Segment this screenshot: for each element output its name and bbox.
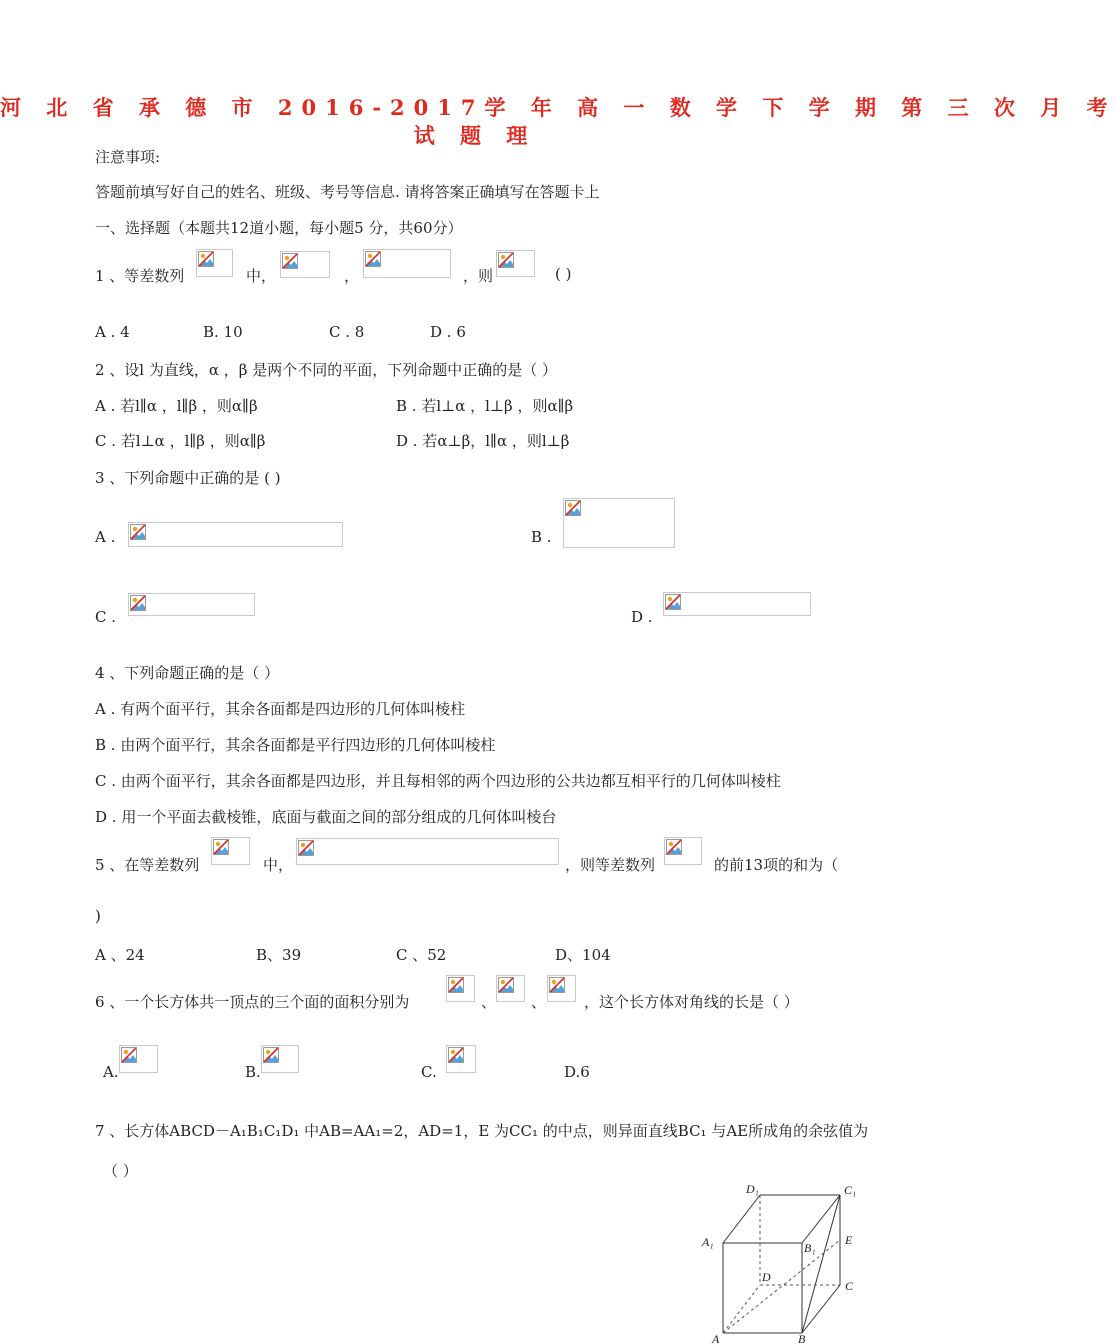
q6-separator: 、 <box>531 993 547 1011</box>
q5-option-a: A 、24 <box>95 946 145 964</box>
q5-stem-part: ，则等差数列 <box>565 856 656 874</box>
label-b: B <box>798 1332 806 1344</box>
q1-paren: ( ) <box>555 265 572 283</box>
broken-image-icon <box>213 839 229 855</box>
q4-option-c: C . 由两个面平行，其余各面都是四边形，并且每相邻的两个四边形的公共边都互相平行的几何体叫棱柱 <box>95 772 781 790</box>
q3-option-c: C . <box>95 608 117 626</box>
cuboid-figure <box>690 1180 870 1344</box>
q6-separator: 、 <box>481 993 497 1011</box>
q3-option-a-image <box>128 522 343 547</box>
q6-stem-part: ，这个长方体对角线的长是（ ） <box>584 993 799 1011</box>
q6-option-c: C. <box>421 1063 437 1081</box>
document-title-line2: 试 题 理 <box>413 123 537 148</box>
label-c1: C₁ <box>844 1183 857 1197</box>
q5-stem-part: 的前13项的和为（ <box>714 856 839 874</box>
q7-stem: 7 、长方体ABCD－A₁B₁C₁D₁ 中AB=AA₁=2，AD=1，E 为CC₁ 的中点，则异面直线BC₁ 与AE所成角的余弦值为 <box>95 1122 869 1140</box>
edge-b-c1 <box>802 1195 840 1333</box>
q5-option-c: C 、52 <box>396 946 447 964</box>
edge-a1-d1 <box>723 1195 760 1243</box>
q3-option-c-image <box>128 593 255 616</box>
broken-image-icon <box>298 840 314 856</box>
q1-option-d: D . 6 <box>430 323 466 341</box>
broken-image-icon <box>665 594 681 610</box>
notice-heading: 注意事项: <box>95 148 161 166</box>
q6-formula-image-2 <box>496 975 525 1002</box>
label-a: A <box>712 1332 720 1344</box>
q1-formula-image-3 <box>363 249 451 278</box>
q5-stem-part: 中， <box>263 856 294 874</box>
q6-option-a: A. <box>103 1063 119 1081</box>
q1-option-c: C . 8 <box>329 323 365 341</box>
q1-stem-part: ，则 <box>463 267 494 285</box>
broken-image-icon <box>448 977 464 993</box>
q4-option-d: D . 用一个平面去截棱锥，底面与截面之间的部分组成的几何体叫棱台 <box>95 808 557 826</box>
q6-stem-part: 6 、一个长方体共一顶点的三个面的面积分别为 <box>95 993 410 1011</box>
broken-image-icon <box>498 977 514 993</box>
broken-image-icon <box>282 253 298 269</box>
label-c: C <box>845 1279 854 1293</box>
q5-option-b: B、39 <box>256 946 302 964</box>
q6-formula-image-3 <box>547 975 576 1002</box>
q2-option-b: B . 若l⊥α ，l⊥β ，则α∥β <box>396 397 574 415</box>
broken-image-icon <box>130 595 146 611</box>
q2-option-c: C . 若l⊥α ，l∥β ，则α∥β <box>95 432 266 450</box>
q2-option-d: D . 若α⊥β，l∥α ，则l⊥β <box>396 432 570 450</box>
q1-formula-image-2 <box>280 251 330 278</box>
q1-stem-part: 中， <box>246 267 277 285</box>
label-b1: B₁ <box>804 1241 816 1255</box>
q2-stem: 2 、设l 为直线，α ，β 是两个不同的平面，下列命题中正确的是（ ） <box>95 361 557 379</box>
broken-image-icon <box>365 251 381 267</box>
segment-a-e <box>723 1240 840 1333</box>
broken-image-icon <box>121 1047 137 1063</box>
broken-image-icon <box>549 977 565 993</box>
q1-formula-image-4 <box>496 250 535 277</box>
q6-option-a-image <box>119 1045 158 1073</box>
broken-image-icon <box>130 524 146 540</box>
q3-option-d-image <box>663 592 811 616</box>
q1-option-b: B. 10 <box>203 323 243 341</box>
q3-option-d: D . <box>631 608 653 626</box>
q5-formula-image-2 <box>296 838 559 865</box>
notice-text: 答题前填写好自己的姓名、班级、考号等信息. 请将答案正确填写在答题卡上 <box>95 183 600 201</box>
label-d: D <box>762 1270 771 1284</box>
edge-b-c <box>802 1285 840 1333</box>
q6-formula-image-1 <box>446 975 475 1002</box>
q7-paren: （ ） <box>103 1162 138 1180</box>
broken-image-icon <box>666 839 682 855</box>
q1-stem-part: 1 、等差数列 <box>95 267 185 285</box>
q5-option-d: D、104 <box>555 946 611 964</box>
label-e: E <box>845 1233 853 1247</box>
q6-option-c-image <box>446 1045 476 1073</box>
broken-image-icon <box>565 500 581 516</box>
q1-stem-part: ， <box>344 267 360 285</box>
q5-stem-part: 5 、在等差数列 <box>95 856 200 874</box>
document-title-line1: 河 北 省 承 德 市 2016-2017学 年 高 一 数 学 下 学 期 第 三 次 月 考 <box>0 95 1117 120</box>
q5-formula-image-1 <box>211 837 250 865</box>
q3-option-b: B . <box>531 528 552 546</box>
q3-option-b-image <box>563 498 675 548</box>
edge-b1-c1 <box>802 1195 840 1243</box>
q6-option-b: B. <box>245 1063 261 1081</box>
q4-option-b: B . 由两个面平行，其余各面都是平行四边形的几何体叫棱柱 <box>95 736 496 754</box>
q5-close-paren: ) <box>95 907 101 925</box>
label-d1: D₁ <box>746 1182 759 1196</box>
q1-formula-image-1 <box>196 249 233 277</box>
q2-option-a: A . 若l∥α ，l∥β ，则α∥β <box>95 397 258 415</box>
broken-image-icon <box>198 251 214 267</box>
broken-image-icon <box>498 252 514 268</box>
broken-image-icon <box>263 1047 279 1063</box>
q5-formula-image-3 <box>664 837 702 865</box>
q1-option-a: A . 4 <box>95 323 130 341</box>
label-a1: A₁ <box>702 1235 714 1249</box>
q4-option-a: A . 有两个面平行，其余各面都是四边形的几何体叫棱柱 <box>95 700 466 718</box>
section-heading: 一、选择题（本题共12道小题，每小题5 分，共60分） <box>95 219 463 237</box>
edge-a-d <box>723 1285 760 1333</box>
q3-stem: 3 、下列命题中正确的是 ( ) <box>95 469 281 487</box>
q3-option-a: A . <box>95 528 116 546</box>
q4-stem: 4 、下列命题正确的是（ ） <box>95 664 280 682</box>
broken-image-icon <box>448 1047 464 1063</box>
q6-option-b-image <box>261 1045 299 1073</box>
q6-option-d: D.6 <box>564 1063 590 1081</box>
